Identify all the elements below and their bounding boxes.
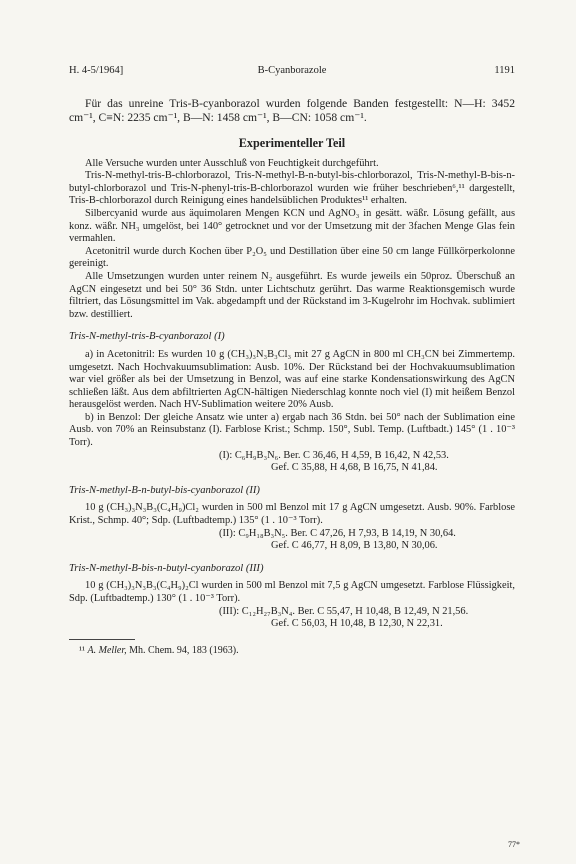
compound-2-title: Tris-N-methyl-B-n-butyl-bis-cyanborazol (II) (69, 484, 260, 496)
compound-1-analysis-found: Gef. C 35,88, H 4,68, B 16,75, N 41,84. (271, 462, 438, 474)
paragraph: Alle Umsetzungen wurden unter reinem N₂ ausgeführt. Es wurde jeweils ein 50proz. Überschuß an AgCN eingesetzt und bei 50° 36 Stdn. unter Lichtschutz gerührt. Das warme Reaktionsgemisch wurde filtriert, das Lösungsmittel im Vak. abgedampft und der Rückstand im 3-Kugelrohr im Hochvak. sublimiert bzw. destilliert. (69, 270, 515, 320)
signature-mark: 77* (508, 840, 520, 849)
running-header (69, 65, 515, 81)
compound-3-analysis-calc: (III): C₁₂H₂₇B₃N₄. Ber. C 55,47, H 10,48, B 12,49, N 21,56. (219, 605, 469, 617)
paragraph: Silbercyanid wurde aus äquimolaren Mengen KCN und AgNO₃ in gesätt. wäßr. Lösung gefällt, aus konz. wäßr. NH₃ umgelöst, bei 140° getrocknet und vor der Umsetzung mit der 3fachen Menge Glas fein vermahlen. (69, 207, 515, 245)
paragraph: Tris-N-methyl-tris-B-chlorborazol, Tris-N-methyl-B-n-butyl-bis-chlorborazol, Tris-N-methyl-B-bis-n-butyl-chlorborazol und Tris-N-phenyl-tris-B-chlorborazol wurden wie früher beschrieben⁶,¹¹ dargestellt, Tris-B-chlorborazol durch Reinigung eines handelsüblichen Produktes¹¹ erhalten. (69, 170, 515, 207)
footnote-rule (69, 639, 135, 640)
compound-3-title: Tris-N-methyl-B-bis-n-butyl-cyanborazol (III) (69, 562, 264, 574)
compound-1-title: Tris-N-methyl-tris-B-cyanborazol (I) (69, 331, 225, 343)
compound-3-analysis-found: Gef. C 56,03, H 10,48, B 12,30, N 22,31. (271, 618, 443, 630)
article-body (69, 97, 515, 657)
header-title: B-Cyanborazole (257, 65, 327, 76)
header-issue: H. 4-5/1964] (69, 65, 124, 76)
section-title: Experimenteller Teil (238, 136, 346, 150)
compound-2-analysis-calc: (II): C₉H₁₈B₃N₅. Ber. C 47,26, H 7,93, B 14,19, N 30,64. (219, 527, 456, 539)
compound-1-method-a: a) in Acetonitril: Es wurden 10 g (CH₃)₃N₃B₃Cl₃ mit 27 g AgCN in 800 ml CH₃CN bei Zimmertemp. umgesetzt. Nach Hochvakuumsublimation: Ausb. 10%. Der Rückstand bei der Hochvakuumsublimation war viel größer als bei der Umsetzung in Benzol, was auf eine starke Kondensationswirkung des AgCN schließen läßt. Aus dem abfiltrierten AgCN-hältigen Niederschlag konnte noch viel (I) mit heißem Benzol herausgelöst werden. Nach HV-Sublimation weitere 20% Ausb. (69, 348, 515, 411)
footnote-author: A. Meller, (87, 644, 127, 656)
footnote-number: ¹¹ (79, 644, 85, 656)
header-page-number: 1191 (494, 65, 515, 76)
compound-2-analysis-found: Gef. C 46,77, H 8,09, B 13,80, N 30,06. (271, 540, 438, 552)
paragraph: Acetonitril wurde durch Kochen über P₂O₅ und Destillation über eine 50 cm lange Füllkörperkolonne gereinigt. (69, 245, 515, 270)
compound-2-text: 10 g (CH₃)₃N₃B₃(C₄H₉)Cl₂ wurden in 500 ml Benzol mit 17 g AgCN umgesetzt. Ausb. 90%. Farblose Krist., Schmp. 40°; Sdp. (Luftbadtemp.) 135° (1 . 10⁻³ Torr). (69, 502, 515, 527)
intro-paragraph: Für das unreine Tris-B-cyanborazol wurden folgende Banden festgestellt: N—H: 3452 cm⁻¹, C≡N: 2235 cm⁻¹, B—N: 1458 cm⁻¹, B—CN: 1058 cm⁻¹. (69, 97, 515, 124)
paragraph: Alle Versuche wurden unter Ausschluß von Feuchtigkeit durchgeführt. (85, 157, 379, 169)
compound-1-analysis-calc: (I): C₆H₉B₃N₆. Ber. C 36,46, H 4,59, B 16,42, N 42,53. (219, 449, 449, 461)
compound-1-method-b: b) in Benzol: Der gleiche Ansatz wie unter a) ergab nach 36 Stdn. bei 50° nach der Sublimation eine Ausb. von 70% an Reinsubstanz (I). Farblose Krist.; Schmp. 150°, Subl. Temp. (Luftbadt.) 145° (1 . 10⁻³ Torr). (69, 411, 515, 449)
footnote-reference: Mh. Chem. 94, 183 (1963). (126, 644, 239, 656)
footnote (79, 645, 515, 658)
compound-3-text: 10 g (CH₃)₃N₃B₃(C₄H₉)₂Cl wurden in 500 ml Benzol mit 7,5 g AgCN umgesetzt. Farblose Flüssigkeit, Sdp. (Luftbadtemp.) 130° (1 . 10⁻³ Torr). (69, 580, 515, 604)
